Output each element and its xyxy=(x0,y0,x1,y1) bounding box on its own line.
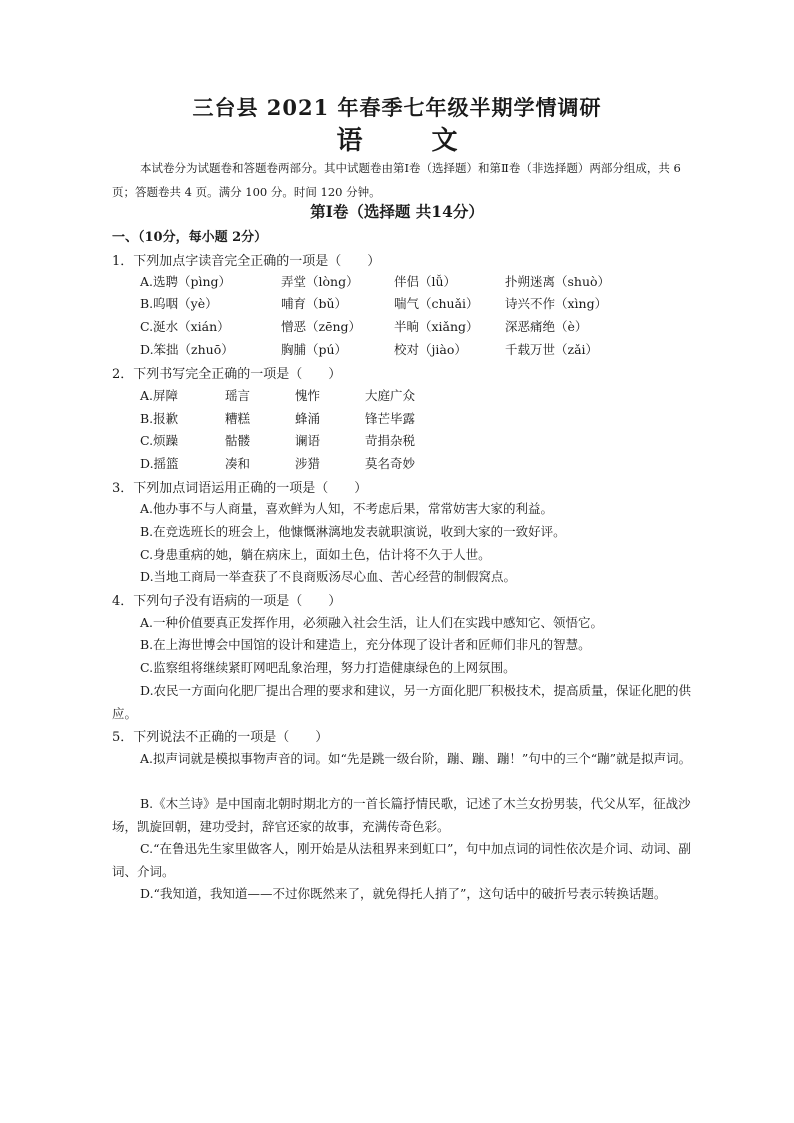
option-item: 千载万世（zǎi） xyxy=(505,342,599,357)
option-item: D.笨拙（zhuō） xyxy=(140,342,234,357)
question-3-option-c: C.身患重病的她，躺在病床上，面如土色，估计将不久于人世。 xyxy=(140,547,491,562)
option-item: 凑和 xyxy=(225,456,251,471)
option-item: 谰语 xyxy=(295,433,321,448)
option-item: C.涎水（xián） xyxy=(140,319,230,334)
question-5-option-c: C.“在鲁迅先生家里做客人，刚开始是从法租界来到虹口”，句中加点词的词性依次是介词、动词、副词、介词。 xyxy=(112,841,691,879)
question-2-stem: 2．下列书写完全正确的一项是（ ） xyxy=(112,367,342,382)
option-item: 伴侣（lǚ） xyxy=(394,274,457,289)
option-item: 瑶言 xyxy=(225,388,251,403)
option-item: 大庭广众 xyxy=(365,388,416,403)
option-item: 涉猎 xyxy=(295,456,321,471)
question-1-stem: 1．下列加点字读音完全正确的一项是（ ） xyxy=(112,254,381,269)
option-item: 锋芒毕露 xyxy=(365,411,416,426)
option-item: 骷髅 xyxy=(225,433,251,448)
option-item: A.选聘（pìng） xyxy=(140,274,232,289)
option-item: 校对（jiào） xyxy=(394,342,467,357)
option-item: 弄堂（lòng） xyxy=(281,274,359,289)
option-item: 喘气（chuǎi） xyxy=(394,296,479,311)
option-item: 苛捐杂税 xyxy=(365,433,416,448)
question-4-option-c: C.监察组将继续紧盯网吧乱象治理，努力打造健康绿色的上网氛围。 xyxy=(140,660,516,675)
subject-title: 语 文 xyxy=(336,126,488,156)
question-4-option-b: B.在上海世博会中国馆的设计和建造上，充分体现了设计者和匠师们非凡的智慧。 xyxy=(140,637,591,652)
option-item: C.烦躁 xyxy=(140,433,179,448)
option-item: D.摇篮 xyxy=(140,456,179,471)
option-item: 扑朔迷离（shuò） xyxy=(505,274,611,289)
question-4-stem: 4．下列句子没有语病的一项是（ ） xyxy=(112,594,342,609)
option-item: 诗兴不作（xìng） xyxy=(505,296,608,311)
option-item: B.报歉 xyxy=(140,411,179,426)
question-3-option-b: B.在竞选班长的班会上，他慷慨淋漓地发表就职演说，收到大家的一致好评。 xyxy=(140,524,566,539)
option-item: 蜂涌 xyxy=(295,411,321,426)
exam-instructions: 本试卷分为试题卷和答题卷两部分。其中试题卷由第Ⅰ卷（选择题）和第Ⅱ卷（非选择题）两部分组成，共 6 页；答题卷共 4 页。满分 100 分。时间 120 分钟。 xyxy=(112,161,681,199)
option-item: B.呜咽（yè） xyxy=(140,296,218,311)
option-item: 愧怍 xyxy=(295,388,321,403)
option-item: 哺育（bǔ） xyxy=(281,296,348,311)
part-one-title: 第Ⅰ卷（选择题 共14分） xyxy=(310,202,484,221)
option-item: 深恶痛绝（è） xyxy=(505,319,588,334)
section-one-heading: 一、（10分，每小题 2分） xyxy=(112,230,268,245)
exam-title: 三台县 2021 年春季七年级半期学情调研 xyxy=(192,95,602,120)
question-5-option-b: B.《木兰诗》是中国南北朝时期北方的一首长篇抒情民歌，记述了木兰女扮男装，代父从军，征战沙场，凯旋回朝，建功受封，辞官还家的故事，充满传奇色彩。 xyxy=(112,796,691,834)
option-item: 胸脯（pú） xyxy=(281,342,348,357)
question-4-option-d: D.农民一方面向化肥厂提出合理的要求和建议，另一方面化肥厂积极技术，提高质量，保证化肥的供应。 xyxy=(112,683,692,721)
question-5-option-a: A.拟声词就是模拟事物声音的词。如“先是跳一级台阶，蹦、蹦、蹦！”句中的三个“蹦”就是拟声词。 xyxy=(140,751,692,766)
question-3-stem: 3．下列加点词语运用正确的一项是（ ） xyxy=(112,481,368,496)
question-3-option-d: D.当地工商局一举查获了不良商贩汤尽心血、苦心经营的制假窝点。 xyxy=(140,569,517,584)
question-3-option-a: A.他办事不与人商量，喜欢鲜为人知，不考虑后果，常常妨害大家的利益。 xyxy=(140,501,554,516)
question-5-stem: 5．下列说法不正确的一项是（ ） xyxy=(112,730,329,745)
option-item: 半晌（xiǎng） xyxy=(394,319,479,334)
question-4-option-a: A.一种价值要真正发挥作用，必须融入社会生活，让人们在实践中感知它、领悟它。 xyxy=(140,615,604,630)
option-item: A.屏障 xyxy=(140,388,179,403)
question-5-option-d: D.“我知道，我知道——不过你既然来了，就免得托人捎了”，这句话中的破折号表示转换话题。 xyxy=(140,886,667,901)
option-item: 莫名奇妙 xyxy=(365,456,416,471)
option-item: 糟糕 xyxy=(225,411,251,426)
option-item: 憎恶（zēng） xyxy=(281,319,362,334)
